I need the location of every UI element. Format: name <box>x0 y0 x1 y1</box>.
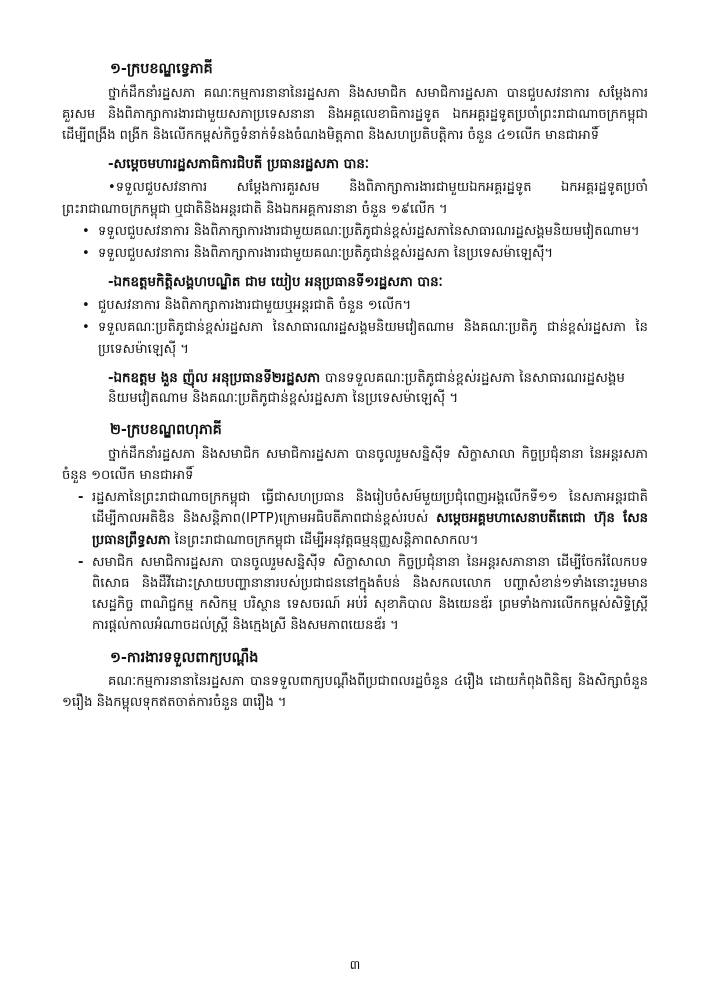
list-item-text: សមាជិក សមាជិការដ្ឋសភា បានចូលរួមសន្និស៊ីទ សិក្ខាសាលា កិច្ចប្រជុំនានា នៃអន្តរសភានានា ដើម្បីចែករំលែកបទពិសោធ និងដឹវីដោះស្រាយបញ្ហានានារបស់ប្រជាជននៅក្នុងតំបន់ និងសកលលោក បញ្ហាសំខាន់១ទាំងនោះរួមមាន សេដ្ឋកិច្ច ពាណិជ្ជកម្ម កសិកម្ម បរិស្ថាន ទេសចរណ៍ អប់រំ សុខាភិបាល និងយេនឌ័រ ព្រមទាំងការលើកកម្ពស់សិទ្ធិស្ត្រី ការផ្តល់កាលអំណាចដល់ស្ត្រី និងក្មេងស្រី និងសមភាពយេនឌ័រ ។ <box>92 554 648 634</box>
list-item <box>62 487 648 551</box>
list-item <box>62 317 648 359</box>
section-heading-2: ២-ក្របខណ្ឌពហុភាគី <box>110 422 222 439</box>
section-heading-1: ១-ក្របខណ្ឌទ្វេភាគី <box>110 61 213 77</box>
section-3-paragraph: គណៈកម្មការនានានៃរដ្ឋសភា បានទទួលពាក្យបណ្តឹងពីប្រជាពលរដ្ឋចំនួន ៤រឿង ដោយកំពុងពិនិត្យ និងសិក្សាចំនួន ១រឿង និងកម្ពុលទុកឥតចាត់ការចំនួន ៣រឿង ។ <box>62 674 648 711</box>
text-segment: នៃព្រះរាជាណាចក្រកម្ពុជា ដើម្បីអនុវត្តធម្មនុញ្ញសន្តិភាពសាកល។ <box>170 532 479 548</box>
list-item <box>62 243 648 264</box>
list-item-text: ទទួលជួបសវនាការ និងពិភាក្សាការងារជាមួយគណៈប្រតិភូជាន់ខ្ពស់រដ្ឋសភា នៃប្រទេសម៉ាឡេស៊ី។ <box>98 245 554 261</box>
list-item <box>62 295 648 316</box>
bullet-marker: • <box>82 298 90 314</box>
list-item-text: ទទួលគណៈប្រតិភូជាន់ខ្ពស់រដ្ឋសភា នៃសាធារណរដ្ឋសង្គមនិយមវៀតណាម និងគណៈប្រតិភូ ជាន់ខ្ពស់រដ្ឋសភា នៃប្រទេសម៉ាឡេស៊ី ។ <box>98 320 648 357</box>
dash-marker: - <box>78 554 84 570</box>
subsection-2-bullet-list <box>62 295 648 360</box>
bullet-marker: • <box>82 320 90 336</box>
list-item-text: ទទួលជួបសវនាការ និងពិភាក្សាការងារជាមួយគណៈប្រតិភូជាន់ខ្ពស់រដ្ឋសភានៃសាធារណរដ្ឋសង្គមនិយមវៀតណាម។ <box>98 223 640 239</box>
section-2-paragraph: ថ្នាក់ដឹកនាំរដ្ឋសភា និងសមាជិក សមាជិការដ្ឋសភា បានចូលរួមសន្និស៊ីទ សិក្ខាសាលា កិច្ចប្រជុំនានា នៃអន្តរសភា ចំនួន ១០លើក មានជាអាទិ៍ <box>62 446 648 483</box>
dash-marker: - <box>78 490 84 506</box>
document-body <box>62 59 648 714</box>
section-1-paragraph: ថ្នាក់ដឹកនាំរដ្ឋសភា គណៈកម្មការនានានៃរដ្ឋសភា និងសមាជិក សមាជិការដ្ឋសភា បានជួបសវនាការ សម្តែងការគួរសម និងពិភាក្សាការងារជាមួយសភាប្រទេសនានា និងអគ្គលេខាធិការដ្ឋទូត ឯកអគ្គរដ្ឋទូតប្រចាំព្រះរាជាណាចក្រកម្ពុជា ដើម្បីពង្រឹង ពង្រីក និងលើកកម្ពស់កិច្ចទំនាក់ទំនងចំណងមិត្តភាព និងសហប្រតិបត្តិការ ចំនួន ៤១លើក មានជាអាទិ៍ <box>62 85 648 144</box>
page-number: ៣ <box>349 957 361 972</box>
bullet-marker: • <box>82 245 90 261</box>
subsection-3-inline-text: បានទទួលគណៈប្រតិភូជាន់ខ្ពស់រដ្ឋសភា នៃសាធារណរដ្ឋសង្គមនិយមវៀតណាម និងគណៈប្រតិភូជាន់ខ្ពស់រដ្ឋសភា នៃប្រទេសម៉ាឡេស៊ី ។ <box>108 370 625 406</box>
bullet-marker: • <box>82 223 90 239</box>
subsection-heading-3 <box>62 369 648 409</box>
list-item-text <box>92 490 648 547</box>
list-item-text: ជួបសវនាការ និងពិភាក្សាការងារជាមួយឬអន្តរជាតិ ចំនួន ១លើក។ <box>98 298 412 314</box>
subsection-heading-3-text: -ឯកឧត្តម ងួន ញ៉ុល អនុប្រធានទី២រដ្ឋសភា <box>108 370 321 386</box>
text-segment: រដ្ឋសភានៃព្រះរាជាណាចក្រកម្ពុជា ធ្វើជាសហប្រធាន និងរៀបចំសម៍មួយប្រជុំពេញអង្គលើកទី១១ នៃសភាអន្តរជាតិដើម្បីកាលអតិឌិន និងសន្តិភាព(IPTP)ក្រោមអធិបតីភាពជាន់ខ្ពស់របស់ <box>92 490 648 527</box>
subsection-1-bullet-list <box>62 221 648 264</box>
subsection-heading-1: -សម្តេចមហារដ្ឋសភាធិការជិបតី ប្រធានរដ្ឋសភា បានៈ <box>108 157 369 173</box>
section-heading-3: ១-ការងារទទួលពាក្យបណ្តឹង <box>110 649 259 666</box>
text-segment-bold: សម្តេចអគ្គមហាសេនាបតីតេជោ ហ៊ុន សែន ប្រធានព្រឹទ្ធសភា <box>92 511 648 548</box>
section-2-dash-list <box>62 487 648 636</box>
subsection-heading-2: -ឯកឧត្តមកិត្តិសង្គហបណ្ឌិត ជាម យៀប អនុប្រធានទី១រដ្ឋសភា បានៈ <box>108 275 443 291</box>
list-item <box>62 221 648 242</box>
list-item <box>62 552 648 637</box>
subsection-1-paragraph: •ទទួលជួបសវនាការ សម្តែងការគួរសម និងពិភាក្សាការងារជាមួយឯកអគ្គរដ្ឋទូត ឯកអគ្គរដ្ឋទូតប្រចាំព្រះរាជាណាចក្រកម្ពុជា ឬជាតិនិងអន្តរជាតិ និងឯកអគ្គការនានា ចំនួន ១៩លើក ។ <box>62 180 648 217</box>
